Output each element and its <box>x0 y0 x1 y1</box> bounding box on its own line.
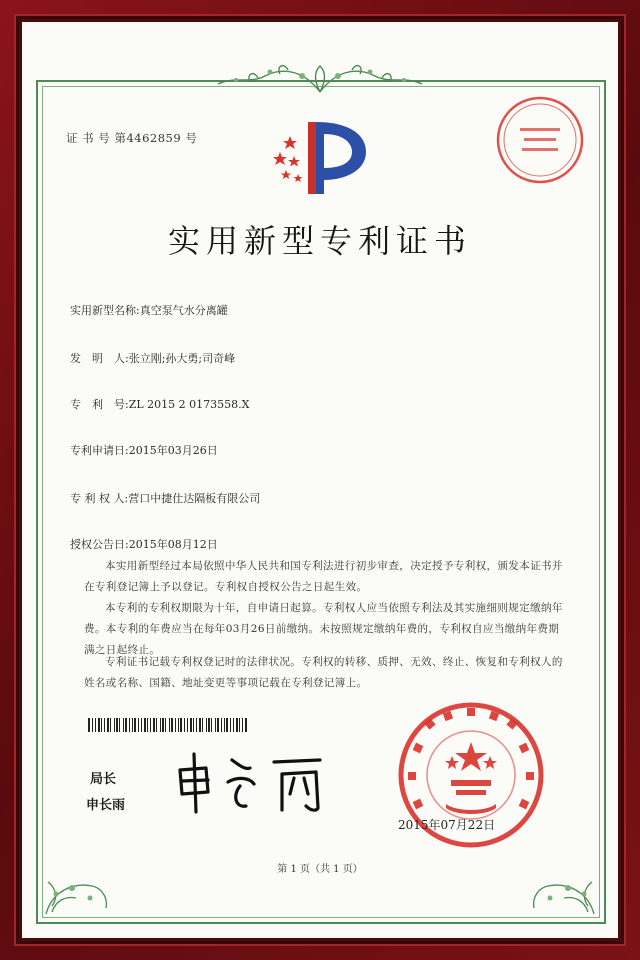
director-signature-icon <box>170 748 330 818</box>
barcode-icon <box>88 718 250 732</box>
field-label: 专利申请日: <box>70 444 129 457</box>
field-patent-number <box>70 396 249 412</box>
field-value: ZL 2015 2 0173558.X <box>128 398 250 411</box>
seal-date: 2015年07月22日 <box>398 818 496 832</box>
paragraph-legal-status: 专利证书记载专利权登记时的法律状况。专利权的转移、质押、无效、终止、恢复和专利权人的姓名或名称、国籍、地址变更等事项记载在专利登记簿上。 <box>84 656 563 689</box>
certificate-title: 实用新型专利证书 <box>167 222 472 260</box>
field-value: 2015年03月26日 <box>128 444 218 457</box>
paragraph-term: 本专利的专利权期限为十年，自申请日起算。专利权人应当依照专利法及其实施细则规定缴纳年费。本专利的年费应当在每年03月26日前缴纳。未按照规定缴纳年费的，专利权自应当缴纳年费期满之日起终止。 <box>84 602 563 656</box>
field-value: 2015年08月12日 <box>128 538 218 551</box>
certificate-number: 证 书 号 第4462859 号 <box>66 131 198 145</box>
field-filing-date <box>70 442 218 458</box>
field-label: 发 明 人: <box>70 352 129 365</box>
top-ornament-icon <box>210 62 430 96</box>
field-label: 授权公告日: <box>70 538 129 551</box>
field-inventor <box>70 350 235 366</box>
field-label: 专 利 号: <box>70 398 129 411</box>
page-number: 第 1 页（共 1 页） <box>277 864 363 875</box>
field-value: 营口中捷仕达隔板有限公司 <box>128 492 261 505</box>
field-value: 张立刚;孙大勇;司奇峰 <box>128 352 236 365</box>
field-utility-model-name <box>70 302 228 318</box>
bottom-right-ornament-icon <box>528 842 598 918</box>
field-value: 真空泵气水分离罐 <box>139 304 228 317</box>
field-label: 专 利 权 人: <box>70 492 129 505</box>
paragraph-grant: 本实用新型经过本局依照中华人民共和国专利法进行初步审查，决定授予专利权，颁发本证书并在专利登记簿上予以登记。专利权自授权公告之日起生效。 <box>84 560 563 593</box>
field-grant-date <box>70 536 218 552</box>
bottom-left-ornament-icon <box>42 842 112 918</box>
director-name: 申长雨 <box>86 798 126 813</box>
patent-office-logo-icon <box>268 118 372 198</box>
director-title: 局长 <box>90 772 117 787</box>
field-label: 实用新型名称: <box>70 304 140 317</box>
special-seal-stamp-icon <box>494 94 586 186</box>
field-patent-holder <box>70 490 260 506</box>
